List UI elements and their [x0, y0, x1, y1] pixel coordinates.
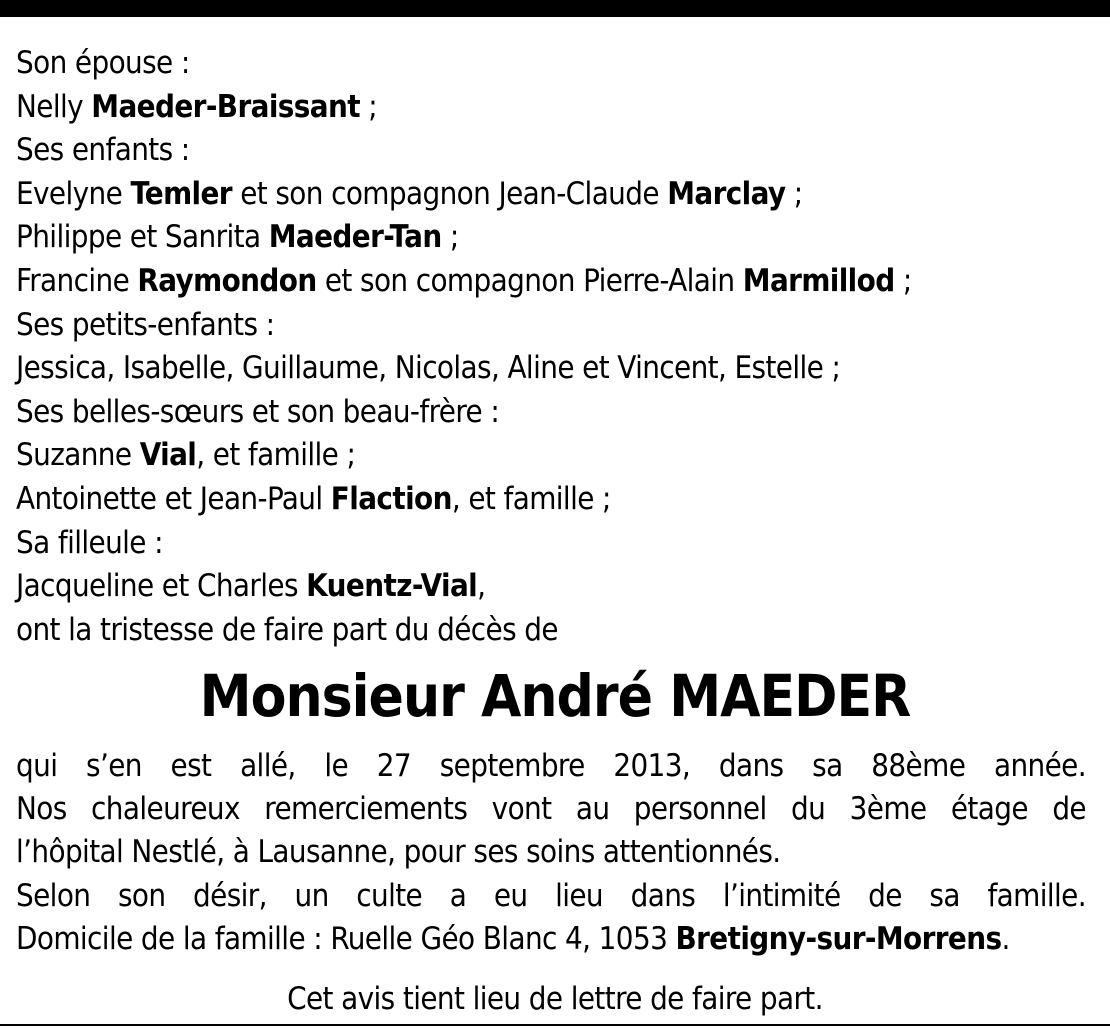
family-name: Marclay [667, 175, 786, 212]
text-segment: , [477, 568, 486, 605]
text-segment: et son compagnon Pierre-Alain [316, 262, 743, 299]
body-line [16, 831, 1086, 874]
text-segment: Ses petits-enfants : [16, 306, 275, 343]
text-segment: Antoinette et Jean-Paul [16, 480, 331, 517]
relatives-line [16, 609, 1092, 653]
relatives-line [16, 565, 1092, 609]
family-name: Maeder-Tan [268, 219, 442, 256]
relatives-line [16, 304, 1092, 348]
body-line [16, 788, 1086, 831]
text-segment: Sa filleule : [16, 524, 163, 561]
family-name: Bretigny-sur-Morrens [675, 920, 1002, 957]
notice-body [16, 745, 1086, 961]
relatives-line [16, 434, 1092, 478]
text-segment: Nelly [16, 88, 92, 125]
text-segment: ; [360, 88, 378, 125]
relatives-line [16, 347, 1092, 391]
text-segment: Son épouse : [16, 45, 190, 81]
text-segment: qui s’en est allé, le 27 septembre 2013, dans sa 88ème année. [16, 748, 1086, 784]
relatives-line [16, 129, 1092, 173]
family-name: Vial [139, 437, 197, 474]
relatives-line [16, 522, 1092, 566]
family-name: Temler [130, 175, 232, 212]
relatives-list [16, 42, 1092, 652]
deceased-name-heading: Monsieur André MAEDER [199, 662, 911, 730]
relatives-line [16, 42, 1092, 86]
footer-note: Cet avis tient lieu de lettre de faire part. [287, 981, 823, 1017]
text-segment: , et famille ; [196, 437, 356, 474]
text-segment: Philippe et Sanrita [16, 219, 269, 256]
text-segment: , et famille ; [451, 480, 611, 517]
relatives-line [16, 216, 1092, 260]
text-segment: ; [441, 219, 459, 256]
body-line [16, 918, 1086, 961]
text-segment: Suzanne [16, 437, 140, 474]
text-segment: . [1001, 920, 1010, 957]
top-border-rule [0, 0, 1110, 17]
text-segment: Jessica, Isabelle, Guillaume, Nicolas, Aline et Vincent, Estelle ; [16, 350, 841, 387]
text-segment: ont la tristesse de faire part du décès de [16, 611, 558, 648]
family-name: Maeder-Braissant [91, 88, 361, 125]
relatives-line [16, 86, 1092, 130]
text-segment: Selon son désir, un culte a eu lieu dans l’intimité de sa famille. [16, 877, 1086, 914]
body-line [16, 875, 1086, 918]
text-segment: Domicile de la famille : Ruelle Géo Blanc 4, 1053 [16, 920, 676, 957]
text-segment: Jacqueline et Charles [16, 568, 307, 605]
relatives-line [16, 478, 1092, 522]
bottom-border-rule [0, 1024, 1110, 1026]
relatives-line [16, 391, 1092, 435]
relatives-line [16, 260, 1092, 304]
family-name: Flaction [330, 480, 452, 517]
text-segment: et son compagnon Jean-Claude [231, 175, 668, 212]
relatives-line [16, 173, 1092, 217]
text-segment: Nos chaleureux remerciements vont au personnel du 3ème étage de [16, 791, 1086, 828]
family-name: Kuentz-Vial [306, 568, 478, 605]
text-segment: l’hôpital Nestlé, à Lausanne, pour ses soins attentionnés. [16, 834, 781, 871]
family-name: Raymondon [137, 262, 317, 299]
text-segment: ; [785, 175, 803, 212]
body-line [16, 745, 1086, 788]
text-segment: Ses belles-sœurs et son beau-frère : [16, 393, 500, 430]
text-segment: Ses enfants : [16, 132, 190, 169]
family-name: Marmillod [742, 262, 895, 299]
text-segment: Francine [16, 262, 138, 299]
text-segment: ; [894, 262, 912, 299]
text-segment: Evelyne [16, 175, 131, 212]
